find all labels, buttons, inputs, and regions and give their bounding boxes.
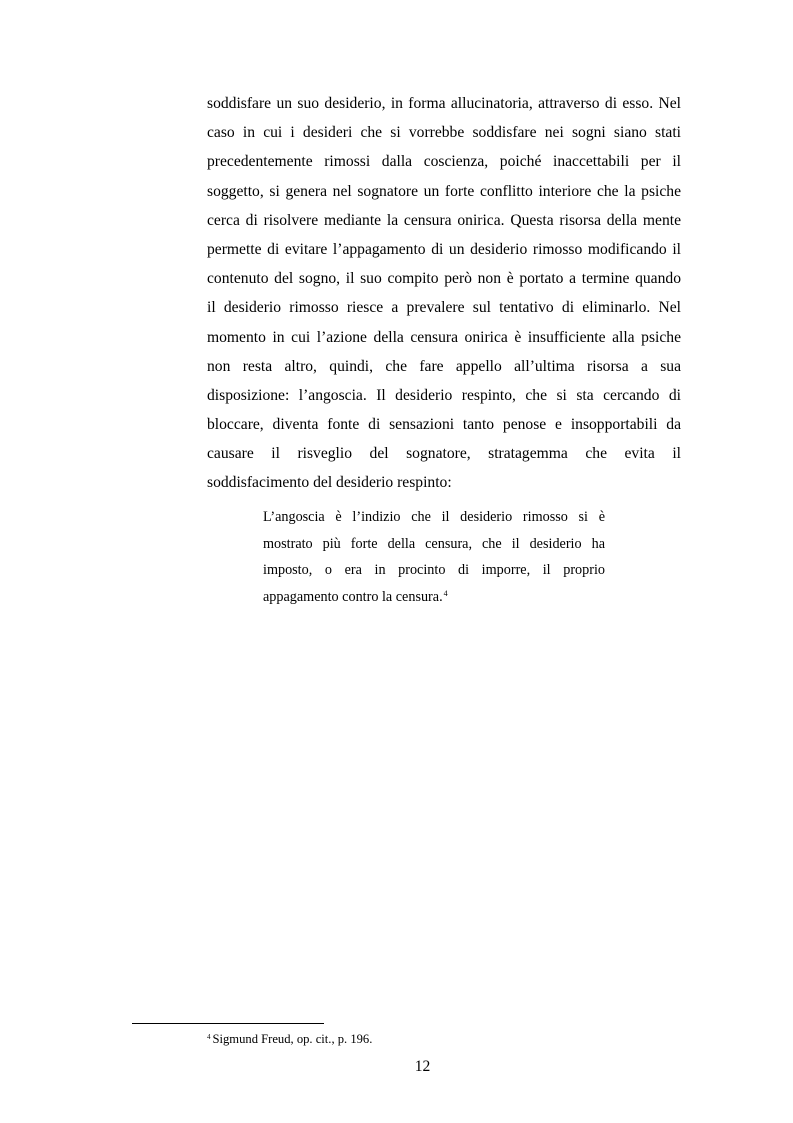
footnote bbox=[207, 1029, 372, 1049]
body-paragraph bbox=[207, 89, 681, 498]
quote-last-line bbox=[263, 584, 605, 611]
body-line: disposizione: l’angoscia. Il desiderio respinto, che si sta cercando di bbox=[207, 386, 681, 404]
body-line: bloccare, diventa fonte di sensazioni tanto penose e insopportabili da bbox=[207, 416, 681, 434]
quote-line: mostrato più forte della censura, che il desiderio ha bbox=[263, 535, 605, 552]
body-line: causare il risveglio del sognatore, stratagemma che evita il bbox=[207, 445, 681, 463]
body-line: non resta altro, quindi, che fare appello all’ultima risorsa a sua bbox=[207, 357, 681, 375]
footnote-marker: 4 bbox=[207, 1033, 211, 1041]
quote-line: L’angoscia è l’indizio che il desiderio rimosso si è bbox=[263, 509, 605, 525]
footnote-separator bbox=[132, 1023, 324, 1024]
body-line: soddisfacimento del desiderio respinto: bbox=[207, 474, 452, 492]
body-line: cerca di risolvere mediante la censura onirica. Questa risorsa della mente bbox=[207, 211, 681, 229]
body-line: permette di evitare l’appagamento di un desiderio rimosso modificando il bbox=[207, 240, 681, 258]
body-line: momento in cui l’azione della censura onirica è insufficiente alla psiche bbox=[207, 328, 681, 346]
body-line: contenuto del sogno, il suo compito però non è portato a termine quando bbox=[207, 270, 681, 288]
body-line: il desiderio rimosso riesce a prevalere sul tentativo di eliminarlo. Nel bbox=[207, 299, 681, 317]
quote-line: imposto, o era in procinto di imporre, il proprio bbox=[263, 562, 605, 578]
footnote-text: Sigmund Freud, op. cit., p. 196. bbox=[212, 1032, 373, 1046]
body-line: precedentemente rimossi dalla coscienza, poiché inaccettabili per il bbox=[207, 153, 681, 171]
body-line: caso in cui i desideri che si vorrebbe soddisfare nei sogni siano stati bbox=[207, 124, 681, 142]
footnote-reference[interactable]: 4 bbox=[443, 588, 448, 598]
quote-line: appagamento contro la censura. bbox=[263, 588, 443, 605]
page-number: 12 bbox=[414, 1058, 431, 1075]
block-quote bbox=[263, 504, 605, 610]
body-line: soddisfare un suo desiderio, in forma allucinatoria, attraverso di esso. Nel bbox=[207, 95, 681, 112]
body-line: soggetto, si genera nel sognatore un forte conflitto interiore che la psiche bbox=[207, 182, 681, 200]
